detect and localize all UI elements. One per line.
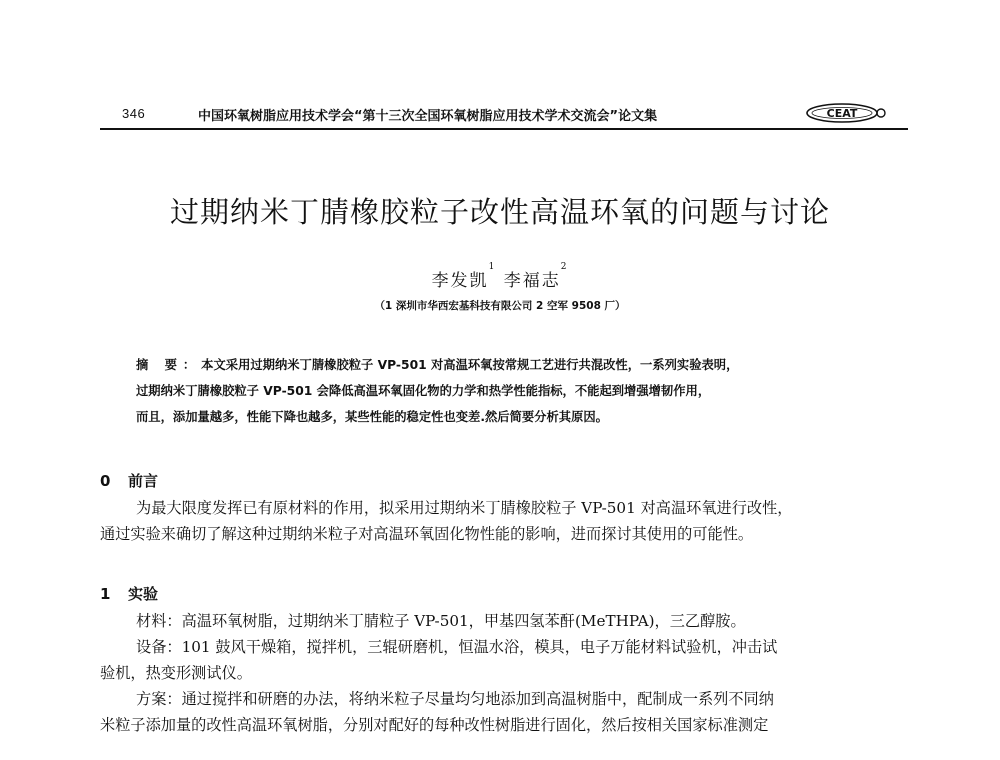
abstract bbox=[136, 352, 896, 430]
section-0-line-2: 通过实验来确切了解这种过期纳米粒子对高温环氧固化物性能的影响，进而探讨其使用的可能性。 bbox=[100, 525, 754, 543]
affiliation: （1 深圳市华西宏基科技有限公司 2 空军 9508 厂） bbox=[374, 300, 626, 312]
section-1-body bbox=[100, 608, 910, 738]
section-0-body bbox=[100, 495, 910, 547]
page-number: 346 bbox=[122, 106, 146, 121]
scheme-line-1: 方案：通过搅拌和研磨的办法，将纳米粒子尽量均匀地添加到高温树脂中，配制成一系列不同纳 bbox=[136, 690, 774, 708]
section-0-heading bbox=[100, 470, 158, 491]
authors bbox=[0, 262, 1000, 291]
header-rule bbox=[100, 128, 908, 130]
section-1-number: 1 bbox=[100, 585, 111, 603]
equipment-line-2: 验机，热变形测试仪。 bbox=[100, 664, 252, 682]
paper-title: 过期纳米丁腈橡胶粒子改性高温环氧的问题与讨论 bbox=[169, 195, 830, 229]
section-0-number: 0 bbox=[100, 472, 111, 490]
scheme-line-2: 米粒子添加量的改性高温环氧树脂，分别对配好的每种改性树脂进行固化，然后按相关国家标准测定 bbox=[100, 716, 769, 734]
journal-title: 中国环氧树脂应用技术学会“第十三次全国环氧树脂应用技术学术交流会”论文集 bbox=[198, 109, 658, 124]
logo-text: CEAT bbox=[826, 107, 858, 120]
abstract-line-3: 而且，添加量越多，性能下降也越多，某些性能的稳定性也变差.然后简要分析其原因。 bbox=[136, 410, 608, 424]
author-2-name: 李福志 bbox=[503, 271, 561, 291]
running-header bbox=[100, 104, 908, 126]
author-1-name: 李发凯 bbox=[431, 271, 489, 291]
author-2-sup: 2 bbox=[560, 262, 569, 272]
section-1-title: 实验 bbox=[128, 585, 159, 603]
section-0-line-1: 为最大限度发挥已有原材料的作用，拟采用过期纳米丁腈橡胶粒子 VP-501 对高温环氧进行改性， bbox=[136, 499, 793, 517]
abstract-line-1: 本文采用过期纳米丁腈橡胶粒子 VP-501 对高温环氧按常规工艺进行共混改性，一系列实验表明， bbox=[201, 358, 739, 372]
ceat-logo bbox=[806, 102, 886, 124]
section-0-title: 前言 bbox=[128, 472, 159, 490]
equipment-line-1: 设备：101 鼓风干燥箱，搅拌机，三辊研磨机，恒温水浴，模具，电子万能材料试验机，冲击试 bbox=[136, 638, 778, 656]
abstract-label: 摘 要： bbox=[136, 358, 202, 372]
section-1-heading bbox=[100, 583, 158, 604]
abstract-line-2: 过期纳米丁腈橡胶粒子 VP-501 会降低高温环氧固化物的力学和热学性能指标，不能起到增强增韧作用， bbox=[136, 384, 711, 398]
abstract-line bbox=[136, 352, 896, 378]
author-1-sup: 1 bbox=[488, 262, 497, 272]
materials-line: 材料：高温环氧树脂，过期纳米丁腈粒子 VP-501，甲基四氢苯酐(MeTHPA)，三乙醇胺。 bbox=[136, 612, 746, 630]
